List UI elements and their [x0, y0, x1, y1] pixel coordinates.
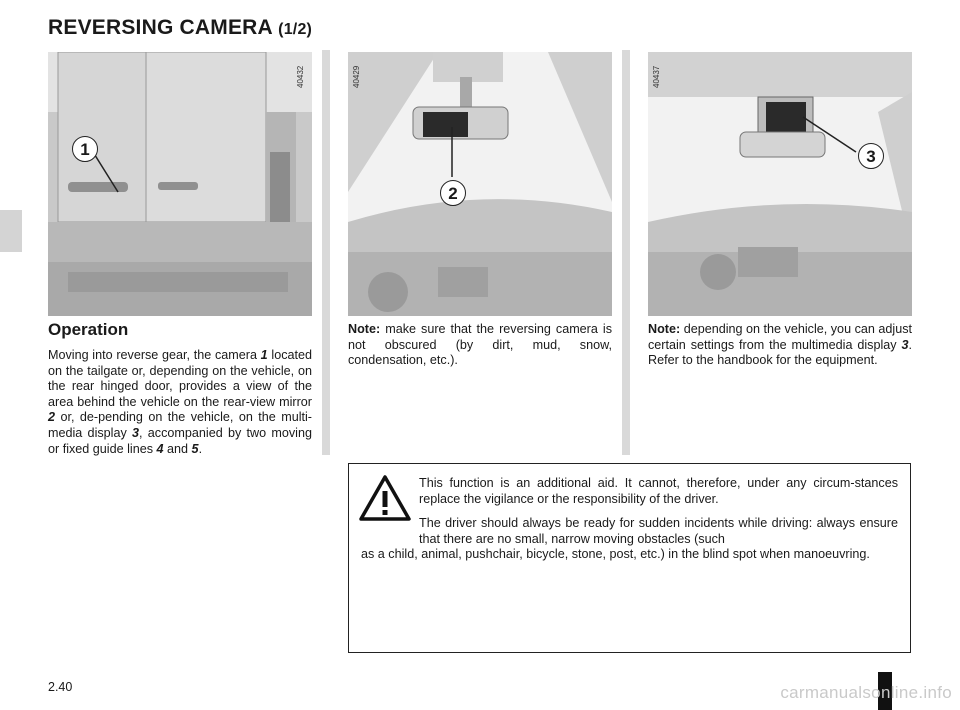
warning-box — [348, 463, 911, 653]
note-label: Note: — [348, 322, 381, 336]
figure-rear-door — [48, 52, 312, 316]
ref-1: 1 — [260, 348, 268, 362]
callout-3: 3 — [858, 143, 884, 169]
figure-ref-40429: 40429 — [352, 65, 361, 88]
page-title-text: REVERSING CAMERA — [48, 16, 273, 39]
display-illustration — [648, 52, 912, 316]
warning-text-3: as a child, animal, pushchair, bicycle, stone, post, etc.) in the blind spot when manoeuvring. — [361, 547, 870, 561]
ref-5: 5 — [191, 441, 199, 456]
page-title — [48, 16, 312, 40]
ref-3: 3 — [901, 337, 909, 352]
warning-triangle-icon — [359, 474, 411, 522]
note-display — [648, 322, 912, 369]
column-divider-2 — [622, 50, 630, 455]
operation-heading: Operation — [48, 320, 129, 339]
section-tab — [0, 210, 22, 252]
operation-text-part: . — [198, 441, 203, 456]
operation-text — [48, 348, 312, 457]
warning-text-2: The driver should always be ready for sudden incidents while driving: always ensure that there are no small, narrow moving obstacles (such — [419, 516, 898, 546]
operation-text-part: and — [163, 441, 192, 456]
figure-ref-40437: 40437 — [652, 65, 661, 88]
warning-text-1: This function is an additional aid. It cannot, therefore, under any circum-stances replace the vigilance or the responsibility of the driver. — [419, 476, 898, 506]
rear-door-illustration — [48, 52, 312, 316]
page-number: 2.40 — [48, 680, 73, 694]
page-title-part: (1/2) — [278, 21, 313, 38]
note-mirror — [348, 322, 612, 369]
operation-text-part: or, de-pending on the vehicle, on the multi-media display — [48, 410, 312, 440]
note-text: depending on the vehicle, you can adjust certain settings from the multimedia display — [648, 322, 912, 352]
ref-3: 3 — [132, 425, 140, 440]
ref-2: 2 — [48, 410, 56, 425]
watermark: carmanualsonline.info — [780, 683, 952, 702]
operation-text-part: located on the tailgate or, depending on the vehicle, on the rear hinged door, provides a view of the area behind the vehicle on the rear-view mirror — [48, 348, 313, 409]
note-text: . Refer to the handbook for the equipment. — [648, 337, 912, 368]
callout-1: 1 — [72, 136, 98, 162]
mirror-illustration — [348, 52, 612, 316]
column-divider — [322, 50, 330, 455]
figure-mirror — [348, 52, 612, 316]
note-text: make sure that the reversing camera is not obscured (by dirt, mud, snow, condensation, etc.). — [348, 322, 612, 368]
figure-ref-40432: 40432 — [296, 65, 305, 88]
note-label: Note: — [648, 322, 681, 336]
operation-text-part: Moving into reverse gear, the camera — [48, 348, 261, 362]
ref-4: 4 — [156, 441, 164, 456]
callout-2: 2 — [440, 180, 466, 206]
operation-text-part: , accompanied by two moving or fixed guide lines — [48, 425, 312, 456]
figure-display — [648, 52, 912, 316]
